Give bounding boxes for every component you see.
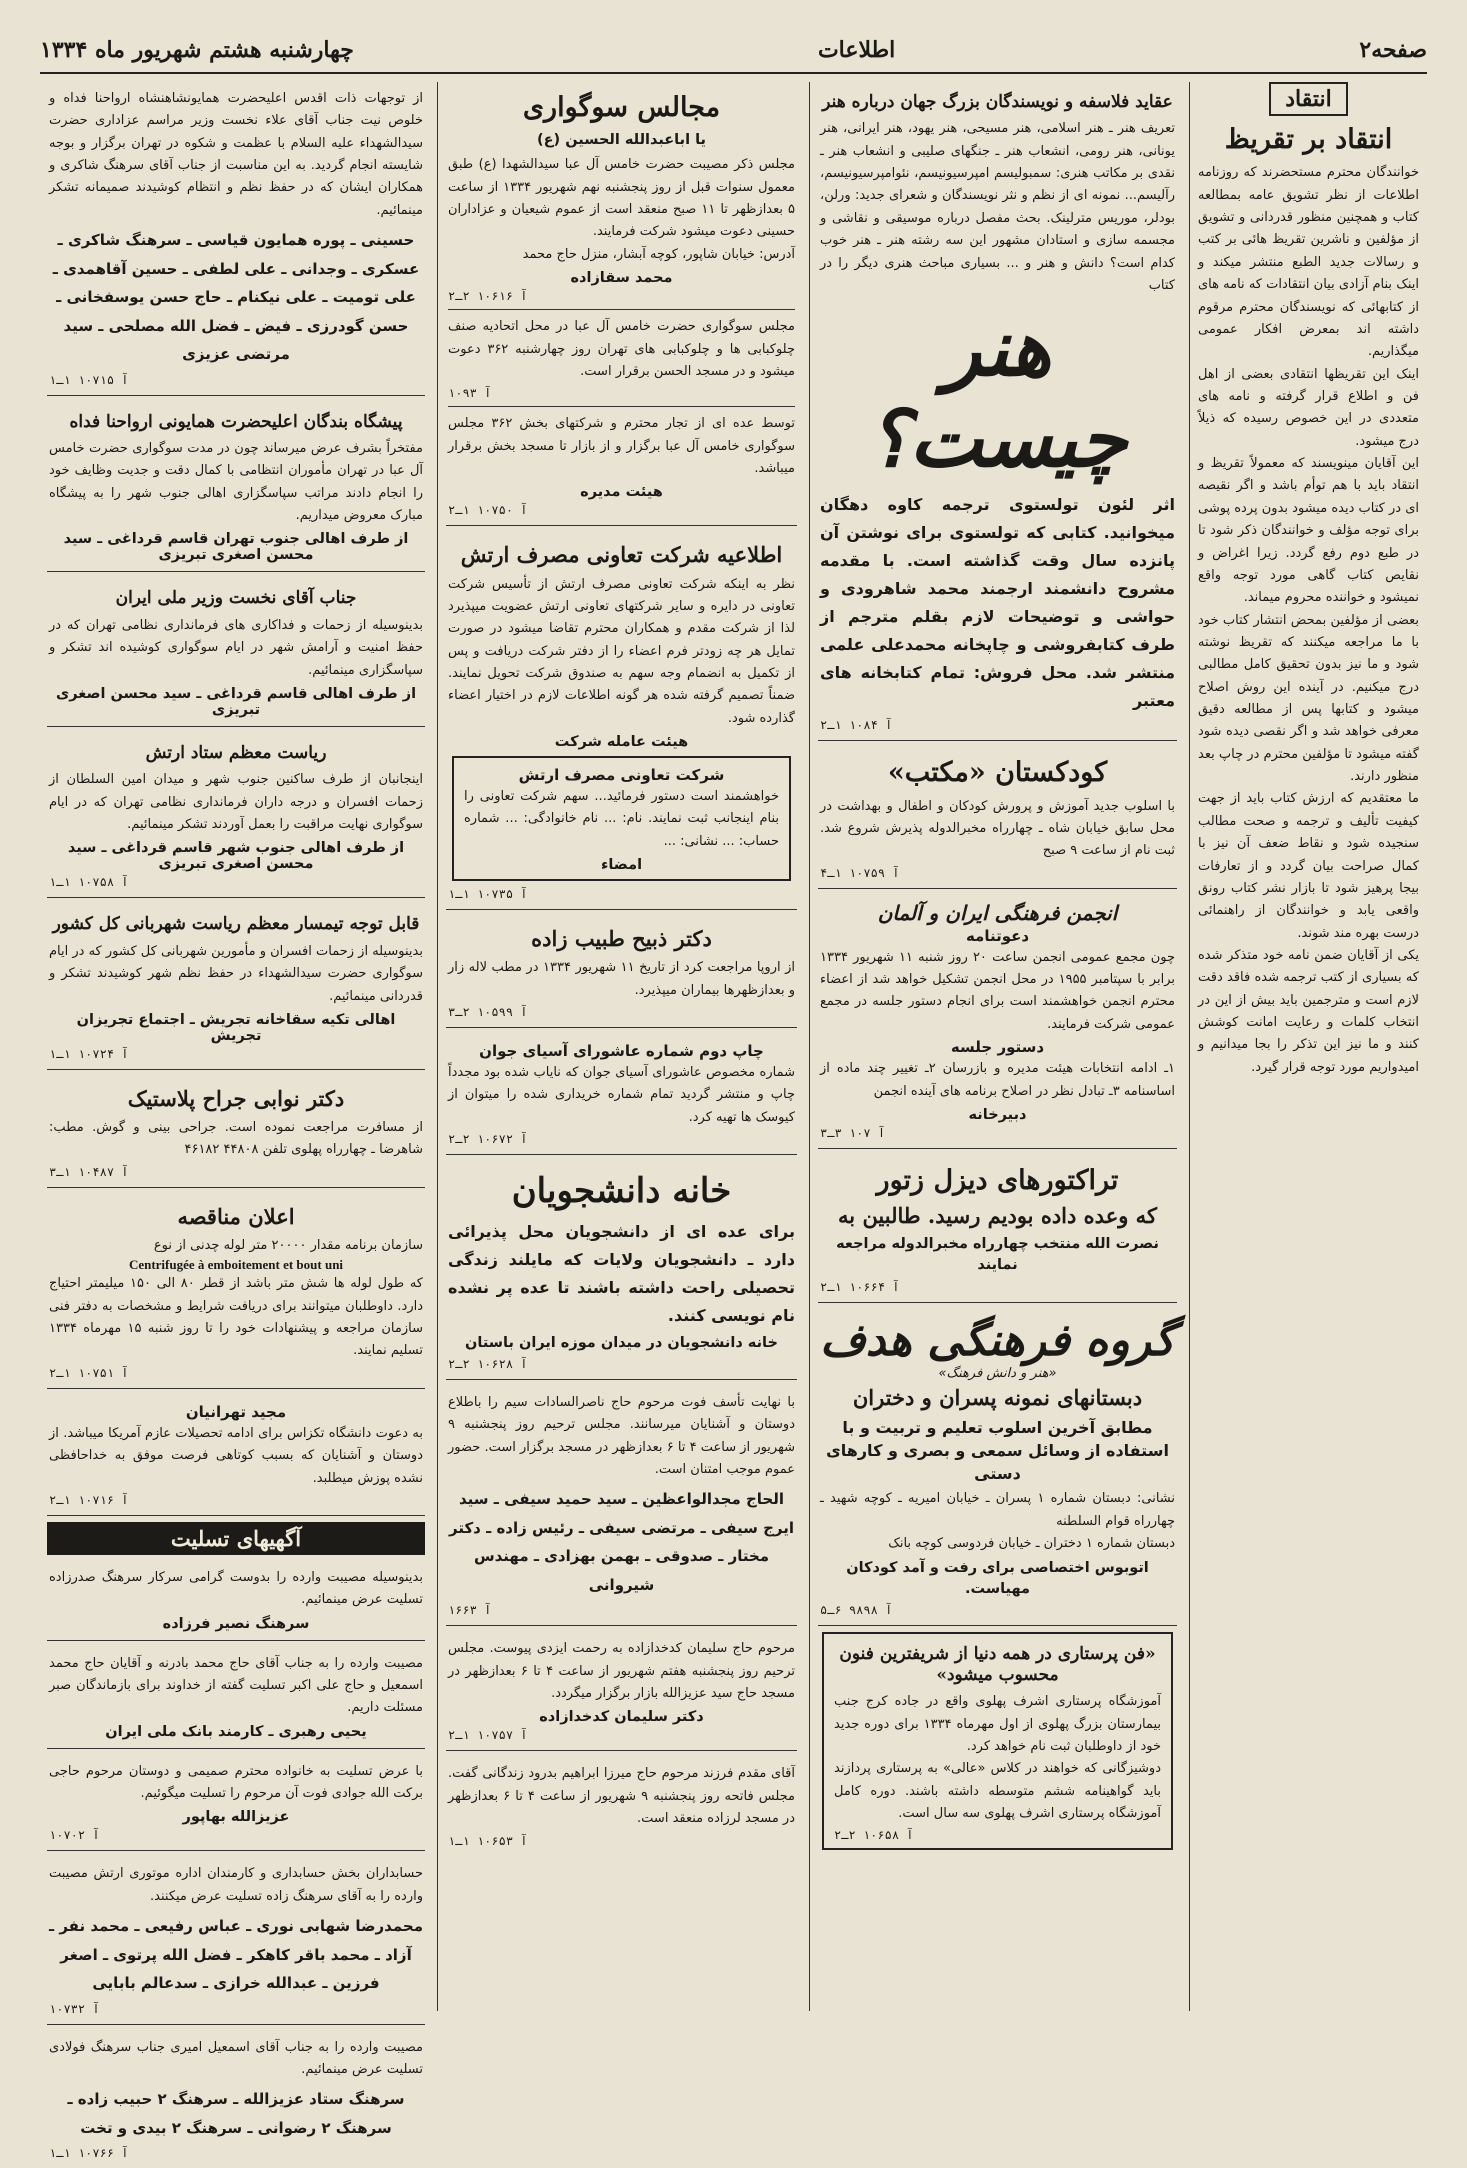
- book-ad: [818, 82, 1177, 741]
- obituary-2: [446, 1632, 797, 1751]
- form-signature: امضاء: [600, 857, 643, 874]
- army-body: اینجانبان از طرف ساکنین جنوب شهر و میدان امین السلطان از زحمات افسران و درجه داران فرمانداری نظامی تهران که در ایام سوگواری نهایت مراقبت را بعمل آوردند تشکر مینمائیم.: [49, 772, 423, 833]
- mourning-body: مجلس ذکر مصیبت حضرت خامس آل عبا سیدالشهدا (ع) طبق معمول سنوات قبل از روز پنجشنبه نهم شهریور ۱۳۳۴ از ساعت ۵ بعدازظهر تا ۱۱ صبح منعقد است از عموم شیعیان و عزاداران حسینی دعوت میشود شرکت فرمایند.: [448, 157, 796, 240]
- obituary-names: الحاج مجدالواعظین ـ سید حمید سیفی ـ سید ایرج سیفی ـ مرتضی سیفی ـ رئیس زاده ـ دکتر مختار ـ صدوقی ـ بهمن بهزادی ـ مهندس شیروانی: [449, 1490, 794, 1594]
- obituary-body: آقای مقدم فرزند مرحوم حاج میرزا ابراهیم بدرود زندگانی گفت. مجلس فاتحه روز پنجشنبه ۹ شهریور از ساعت ۴ تا ۶ بعدازظهر در مسجد لرزاده منعقد است.: [448, 1766, 796, 1827]
- condolence-body: با عرض تسلیت به خانواده محترم صمیمی و دوستان مرحوم حاجی برکت الله جوادی فوت آن مرحوم را تسلیت میگوئیم.: [49, 1763, 423, 1802]
- book-ad-topics: تعریف هنر ـ هنر اسلامی، هنر مسیحی، هنر یهود، هنر ایرانی، هنر یونانی، هنر رومی، انشعاب هنر ـ جنگهای صلیبی و انشعاب هنر ـ نقدی بر مکاتب هنری: سمبولیسم امپرسیونیسم، نئوامپرسیونیسم، رآلیسم... نمونه ای از نظم و نثر نویسندگان و شعرای جدید: ورلن، بودلر، موریس مترلینک. بحث مفصل درباره موسیقی و نقاشی و مجسمه سازی و استادان مشهور این سه رشته هنر ـ هنر خوب کدام است؟ دانش و هنر و ... بسیاری مباحث هنری دیگر را در کتاب: [820, 121, 1175, 293]
- ad-reference: آ ۱۰۹۳: [448, 386, 492, 401]
- nursing-body-2: دوشیزگانی که خواهند در کلاس «عالی» به پرستاری پردازند باید گواهینامه ششم متوسطه داشته باشند. دوره کامل آموزشگاه پرستاری اشرف پهلوی سه سال است.: [834, 1761, 1161, 1821]
- article-paragraph: ما معتقدیم که ارزش کتاب باید از جهت کیفیت تألیف و ترجمه و صحت مطالب سنجیده شود و نقاط ضعف آن نیز با کمال صراحت بیان گردد و از تعارفات بیجا پرهیز شود تا بازار نشر کتاب رونق واقعی یابد و خوانندگان از راهنمائی درست بهره مند شوند.: [1198, 791, 1419, 941]
- ad-reference: آ ۱۰۶۷۲ ۲ـ۲: [448, 1132, 528, 1147]
- school-group-ad: [818, 1309, 1177, 1627]
- issue-date: چهارشنبه هشتم شهریور ماه ۱۳۳۴: [40, 37, 354, 63]
- form-body: خواهشمند است دستور فرمائید... سهم شرکت تعاونی را بنام اینجانب ثبت نمایند. نام: ... نام خانوادگی: ... شماره حساب: ... نشانی: ...: [464, 789, 779, 849]
- ad-reference: آ ۱۰۷۱۵ ۱ـ۱: [49, 372, 129, 387]
- ad-reference: آ ۱۰۵۹۹ ۲ـ۳: [448, 1005, 528, 1020]
- ad-reference: آ ۱۶۶۳: [448, 1603, 492, 1618]
- condolence-signature: سرهنگ نصیر فرزاده: [162, 1615, 310, 1632]
- ad-reference: آ ۱۰۷۵۸ ۱ـ۱: [49, 875, 129, 890]
- ad-reference: آ ۹۸۹۸ ۶ـ۵: [820, 1603, 893, 1618]
- obituary-body: با نهایت تأسف فوت مرحوم حاج ناصرالسادات سیم را باطلاع دوستان و آشنایان میرسانند. مجلس ترحیم روز پنجشنبه ۹ شهریور از ساعت ۴ تا ۶ بعدازظهر در مسجد برگزار است. حضور عموم موجب امتنان است.: [448, 1394, 795, 1478]
- magazine-ad: [446, 1034, 797, 1155]
- article-title: انتقاد بر تقریظ: [1224, 124, 1393, 155]
- cooperative-form: [452, 756, 791, 881]
- association-notice: [818, 895, 1177, 1149]
- association-subtitle: دعوتنامه: [965, 926, 1030, 945]
- column-critique: [1189, 82, 1427, 2011]
- ad-reference: آ ۱۰۶۵۳ ۱ـ۱: [448, 1833, 528, 1848]
- ad-reference: آ ۱۰۶۱۶ ۲ـ۲: [448, 289, 528, 304]
- nursing-school-ad: [822, 1632, 1173, 1850]
- kindergarten-ad: [818, 747, 1177, 888]
- farewell-body: به دعوت دانشگاه تکزاس برای ادامه تحصیلات عازم آمریکا میباشد. از دوستان و آشنایان که بسبب کوتاهی فرصت موفق به خداحافظی نشده پوزش میطلبد.: [49, 1425, 423, 1486]
- form-title: شرکت تعاونی مصرف ارتش: [518, 766, 725, 785]
- farewell-title: مجید تهرانیان: [185, 1402, 287, 1421]
- column-ads-3: [437, 82, 805, 2011]
- condolence-names: سرهنگ ستاد عزیزالله ـ سرهنگ ۲ حبیب زاده ـ سرهنگ ۲ رضوانی ـ سرهنگ ۲ بیدی و تخت: [67, 2090, 405, 2137]
- student-house-body: برای عده ای از دانشجویان محل پذیرائی دارد ـ دانشجویان ولایات که مایلند زندگی تحصیلی راحت داشته باشند تا عده پر نشده نام نویسی کنند.: [448, 1221, 795, 1325]
- ad-reference: آ ۱۰۷۲۴ ۱ـ۱: [49, 1046, 129, 1061]
- ad-reference: آ ۱۰۷ ۳ـ۳: [820, 1125, 886, 1140]
- school-address-2: دبستان شماره ۱ دختران ـ خیابان فردوسی کوچه بانک: [888, 1535, 1175, 1551]
- magazine-title: چاپ دوم شماره عاشورای آسیای جوان: [479, 1042, 764, 1061]
- book-title-art: هنر چیست؟: [867, 303, 1128, 486]
- ad-reference: آ ۱۰۷۵۱ ۱ـ۲: [49, 1365, 129, 1380]
- royal-signature: از طرف اهالی جنوب تهران قاسم قرداغی ـ سید محسن اصغری تبریزی: [63, 531, 409, 564]
- surgeon-ad: [47, 1076, 425, 1188]
- police-signature: اهالی تکیه سقاخانه تجریش ـ اجتماع تجریزان تجریش: [76, 1011, 396, 1044]
- surgeon-body: از مسافرت مراجعت نموده است. جراحی بینی و گوش. مطب: شاهرضا ـ چهارراه پهلوی تلفن ۴۴۸۰۸ ۴۶۱۸۲: [49, 1120, 423, 1158]
- ad-reference: آ ۱۰۴۸۷ ۱ـ۳: [49, 1164, 129, 1179]
- association-body: چون مجمع عمومی انجمن ساعت ۲۰ روز شنبه ۱۱ شهریور ۱۳۳۴ برابر با سپتامبر ۱۹۵۵ در محل انجمن تشکیل خواهد شد از اعضاء محترم انجمن خواهشمند است برای انجام دستور جلسه در مجمع عمومی شرکت فرمایند.: [820, 949, 1175, 1032]
- agenda-title: دستور جلسه: [950, 1038, 1045, 1057]
- column-ads-2: [809, 82, 1185, 2011]
- condolence-body: حسابداران بخش حسابداری و کارمندان اداره موتوری ارتش مصیبت وارده را به آقای سرهنگ زاده تسلیت عرض میکنند.: [49, 1866, 423, 1904]
- article-paragraph: اینک این تقریظها انتقادی بعضی از اهل فن و اطلاع قرار گرفته و نامه های متعددی در این خصوص رسیده که ذیلاً درج میشود.: [1198, 366, 1419, 449]
- section-label: انتقاد: [1269, 82, 1348, 116]
- army-title: ریاست معظم ستاد ارتش: [145, 742, 327, 763]
- army-signature: از طرف اهالی جنوب شهر قاسم قرداغی ـ سید محسن اصغری تبریزی: [67, 840, 405, 873]
- mourning-signature-3: هیئت مدیره: [580, 484, 663, 501]
- mourning-notice: [446, 82, 797, 526]
- ad-reference: آ ۱۰۷۵۹ ۱ـ۴: [820, 865, 900, 880]
- tractor-subtitle: که وعده داده بودیم رسید. طالبین به: [838, 1203, 1157, 1229]
- condolence-names: محمدرضا شهابی نوری ـ عباس رفیعی ـ محمد نفر ـ آزاد ـ محمد باقر کاهکر ـ فضل الله پرتوی ـ اصغر فرزین ـ عبدالله خرازی ـ سدعالم بابایی: [49, 1917, 423, 1993]
- tender-notice: [47, 1194, 425, 1389]
- nursing-body: آموزشگاه پرستاری اشرف پهلوی واقع در جاده کرج جنب بیمارستان بزرگ پهلوی از اول مهرماه ۱۳۳۴ برای دوره جدید خود از داوطلبان ثبت نام خواهد کرد.: [834, 1694, 1161, 1754]
- school-group-motto: «هنر و دانش فرهنگ»: [938, 1365, 1057, 1381]
- condolence-body: مصیبت وارده را به جناب آقای حاج محمد بادرنه و آقایان حاج محمد اسمعیل و حاج علی اکبر تسلیت گفته از خداوند برای بازماندگان صبر مسئلت داریم.: [49, 1655, 423, 1716]
- article-paragraph: این آقایان مینویسند که معمولاً تقریظ و انتقاد باید با هم توأم باشد و اگر نقیصه ای در کتاب دیده میشود بدون پرده پوشی برای توجه مؤلف و خوانندگان ذکر شود تا در طبع دوم رفع گردد. زیرا اغراض و نقایص کتاب گاهی مورد توجه واقع نمیشود و خواننده محروم میماند.: [1198, 456, 1419, 606]
- obituary-1: [446, 1386, 797, 1626]
- tractor-body: نصرت الله منتخب چهارراه مخبرالدوله مراجعه نمایند: [836, 1236, 1159, 1274]
- student-house-title: خانه دانشجویان: [511, 1171, 732, 1212]
- article-paragraph: خوانندگان محترم مستحضرند که روزنامه اطلاعات از نظر تشویق عامه بمطالعه کتاب و همچنین منظور قدردانی و تشویق از مؤلفین و ناشرین تقریظ هائی بر کتب و رسالات جدید الطبع منتشر میکند و اینک بنام آزادی بیان انتقادات که نامه های از کتابهائی که نویسندگان محترم مرقوم داشته اند بمعرض افکار عمومی میگذاریم.: [1198, 165, 1419, 360]
- school-group-heading: دبستانهای نمونه پسران و دختران: [852, 1384, 1143, 1410]
- school-address-1: نشانی: دبستان شماره ۱ پسران ـ خیابان امیریه ـ کوچه شهید ـ چهارراه قوام السلطنه: [820, 1491, 1175, 1529]
- ad-reference: آ ۱۰۷۵۷ ۱ـ۲: [448, 1728, 528, 1743]
- doctor-body: از اروپا مراجعت کرد از تاریخ ۱۱ شهریور ۱۳۳۴ در مطب لاله زار و بعدازظهرها بیماران میپذیرد.: [448, 960, 795, 998]
- condolence-2: [47, 1647, 425, 1749]
- doctor-title: دکتر ذبیح طبیب زاده: [531, 926, 712, 952]
- page-number: صفحه۲: [1359, 37, 1427, 63]
- condolence-1: [47, 1561, 425, 1641]
- farewell-notice: [47, 1395, 425, 1516]
- tender-title: اعلان مناقصه: [177, 1203, 295, 1229]
- ad-reference: آ ۱۰۷۱۶ ۱ـ۲: [49, 1492, 129, 1507]
- book-ad-title: عقاید فلاسفه و نویسندگان بزرگ جهان درباره هنر: [822, 92, 1173, 112]
- tender-body-2: که طول لوله ها شش متر باشد از قطر ۸۰ الی ۱۵۰ میلیمتر احتیاج دارد. داوطلبان میتوانند برای دریافت شرایط و مشخصات به دفتر فنی سازمان مراجعه و پیشنهادات خود را تا روز شنبه ۱۵ مهرماه ۱۳۳۴ تسلیم نمایند.: [49, 1276, 423, 1359]
- pm-signature: از طرف اهالی قاسم قرداغی ـ سید محسن اصغری تبریزی: [55, 685, 417, 718]
- magazine-body: شماره مخصوص عاشورای آسیای جوان که نایاب شده بود مجدداً چاپ و منتشر گردید تمام شماره خریداری شده را میتوان از کیوسک ها تهیه کرد.: [448, 1065, 795, 1125]
- police-title: قابل توجه تیمسار معظم ریاست شهربانی کل کشور: [52, 914, 420, 935]
- obituary-3: [446, 1757, 797, 1855]
- mourning-body-3: توسط عده ای از تجار محترم و شرکتهای بخش ۳۶۲ مجلس سوگواری خامس آل عبا برگزار و از بازار تا مسجد بخش برقرار میباشد.: [448, 416, 795, 476]
- school-group-title: گروه فرهنگی هدف: [820, 1314, 1175, 1366]
- tractor-ad: [818, 1155, 1177, 1303]
- royal-body: مفتخراً بشرف عرض میرساند چون در مدت سوگواری حضرت خامس آل عبا در تهران مأموران انتظامی با کمال دقت و جدیت وظایف خود را انجام دادند مراتب سپاسگزاری اهالی جنوب شهر را به پیشگاه مبارک معروض میداریم.: [49, 441, 423, 524]
- ad-reference: آ ۱۰۷۵۰ ۱ـ۲: [448, 503, 528, 518]
- mourning-title: مجالس سوگواری: [522, 92, 721, 123]
- ad-reference: آ ۱۰۶۶۴ ۱ـ۲: [820, 1279, 900, 1294]
- ad-reference: آ ۱۰۷۳۵ ۱ـ۱: [448, 887, 528, 902]
- kindergarten-title: کودکستان «مکتب»: [887, 757, 1108, 789]
- ad-reference: آ ۱۰۷۳۲: [49, 2001, 100, 2016]
- gratitude-notice: [47, 82, 425, 396]
- ad-reference: آ ۱۰۶۵۸ ۲ـ۲: [834, 1828, 914, 1843]
- gratitude-body: از توجهات ذات اقدس اعلیحضرت همایونشاهنشاه ارواحنا فداه و خلوص نیت جناب آقای علاء نخست وزیر مراسم عزاداری حضرت سیدالشهداء علیه السلام با عظمت و شکوه در تهران برگزار و بوجه شایسته انجام گردید. به این مناسبت از جناب آقای سرهنگ شاکری و همکاران ایشان که در حفظ نظم و انتظام کوشیدند صمیمانه تشکر مینمائیم.: [49, 91, 423, 218]
- cooperative-title: اطلاعیه شرکت تعاونی مصرف ارتش: [460, 542, 783, 568]
- doctor-ad: [446, 916, 797, 1028]
- condolence-body: بدینوسیله مصیبت وارده را بدوست گرامی سرکار سرهنگ صدرزاده تسلیت عرض مینمائیم.: [49, 1569, 423, 1608]
- mourning-body-2: مجلس سوگواری حضرت خامس آل عبا در محل اتحادیه صنف چلوکبابی ها و چلوکبابی های تهران روز چهارشنبه ۳۶۲ دعوت میشود و در مسجد الحسن برقرار است.: [448, 319, 795, 379]
- condolence-5: [47, 2031, 425, 2168]
- student-house-address: خانه دانشجویان در میدان موزه ایران باستان: [465, 1334, 778, 1351]
- police-thanks: [47, 904, 425, 1069]
- cooperative-signature: هیئت عامله شرکت: [554, 734, 689, 751]
- tender-body: سازمان برنامه مقدار ۲۰۰۰۰ متر لوله چدنی از نوع: [153, 1237, 423, 1253]
- condolence-4: [47, 1857, 425, 2024]
- kindergarten-body: با اسلوب جدید آموزش و پرورش کودکان و اطفال و بهداشت در محل سابق خیابان شاه ـ چهارراه مخبرالدوله پذیرش شروع شد. ثبت نام از ساعت ۹ صبح: [820, 798, 1175, 859]
- surgeon-title: دکتر نوابی جراح پلاستیک: [127, 1085, 345, 1111]
- article-paragraph: یکی از آقایان ضمن نامه خود متذکر شده که بسیاری از کتب ترجمه شده فاقد دقت لازم است و مترجمین باید بیش از این در انتخاب کلمات و رعایت امانت کوشش کنند و ما نیز این تذکر را بجا میدانیم و امیدواریم مورد توجه قرار گیرد.: [1198, 947, 1419, 1075]
- association-signature: دبیرخانه: [968, 1106, 1027, 1123]
- condolence-signature: یحیی رهبری ـ کارمند بانک ملی ایران: [105, 1723, 367, 1740]
- paper-name: اطلاعات: [817, 37, 896, 63]
- royal-title: پیشگاه بندگان اعلیحضرت همایونی ارواحنا فداه: [69, 411, 403, 432]
- nursing-title: «فن پرستاری در همه دنیا از شریفترین فنون محسوب میشود»: [839, 1644, 1156, 1685]
- school-group-text: مطابق آخرین اسلوب تعلیم و تربیت و با استفاده از وسائل سمعی و بصری و کارهای دستی: [826, 1417, 1169, 1484]
- obituary-body: مرحوم حاج سلیمان کدخدازاده به رحمت ایزدی پیوست. مجلس ترحیم روز پنجشنبه هفتم شهریور از ساعت ۴ تا ۶ بعدازظهر در مسجد حاج سید عزیزالله بازار برگزار میگردد.: [448, 1641, 796, 1702]
- association-title: انجمن فرهنگی ایران و آلمان: [877, 900, 1118, 925]
- ad-reference: آ ۱۰۷۶۶ ۱ـ۱: [49, 2146, 129, 2161]
- pm-address: [47, 578, 425, 726]
- agenda-items: ۱ـ ادامه انتخابات هیئت مدیره و بازرسان ۲ـ تغییر چند ماده از اساسنامه ۳ـ تبادل نظر در اصلاح برنامه های آینده انجمن: [820, 1061, 1175, 1099]
- obituary-signature: دکتر سلیمان کدخدازاده: [539, 1709, 704, 1726]
- condolence-3: [47, 1755, 425, 1852]
- school-bus: اتوبوس اختصاصی برای رفت و آمد کودکان مهیاست.: [846, 1560, 1149, 1598]
- cooperative-notice: [446, 532, 797, 910]
- ad-reference: آ ۱۰۸۴ ۱ـ۲: [820, 718, 893, 733]
- tender-latin: Centrifugée à emboitement et bout uni: [128, 1257, 344, 1273]
- mourning-signature: محمد سقازاده: [570, 270, 673, 287]
- condolences-title: آگهیهای تسلیت: [47, 1522, 425, 1555]
- gratitude-names: حسینی ـ پوره همایون قیاسی ـ سرهنگ شاکری ـ عسکری ـ وجدانی ـ علی لطفی ـ حسین آقاهمدی ـ علی تومیت ـ علی نیکنام ـ حاج حسن یوسفخانی ـ حسن گودرزی ـ فیض ـ فضل الله مصلحی ـ سید مرتضی عزیزی: [52, 231, 420, 364]
- condolence-body: مصیبت وارده را به جناب آقای اسمعیل امیری جناب سرهنگ فولادی تسلیت عرض مینمائیم.: [49, 2039, 423, 2077]
- army-address: [47, 733, 425, 898]
- pm-body: بدینوسیله از زحمات و فداکاری های فرمانداری نظامی تهران که در حفظ امنیت و آرامش شهر در ایام سوگواری کوشیده اند تشکر و سپاسگزاری مینمائیم.: [49, 617, 423, 678]
- column-ads-4: [39, 82, 433, 2161]
- student-house-ad: [446, 1161, 797, 1380]
- tractor-title: تراکتورهای دیزل زتور: [876, 1164, 1119, 1196]
- royal-address: [47, 402, 425, 573]
- book-ad-body: اثر لئون تولستوی ترجمه کاوه دهگان میخوانید. کتابی که تولستوی برای نوشتن آن پانزده سال وقت گذاشته است. با مقدمه مشروح دانشمند ارجمند محمد شاهرودی و حواشی و توضیحات لازم بقلم مترجم از طرف کتابفروشی و چاپخانه محمدعلی علمی منتشر شد. محل فروش: تمام کتابخانه های معتبر: [820, 495, 1175, 711]
- mourning-address: آدرس: خیابان شاپور، کوچه آبشار، منزل حاج محمد: [522, 246, 795, 262]
- condolence-signature: عزیزالله بهاپور: [182, 1809, 290, 1826]
- masthead: [40, 28, 1427, 74]
- cooperative-body: نظر به اینکه شرکت تعاونی مصرف ارتش از تأسیس شرکت تعاونی در دایره و سایر شرکتهای تعاونی ارتش عضویت میپذیرد لذا از شرکت مقدم و همکاران محترم تقاضا میشود در صورت تمایل هر چه زودتر فرم اعضاء را از دفتر شرکت دریافت و پس از تکمیل به انضمام وجه سهم به صندوق شرکت تحویل نمایند. ضمناً تصمیم گرفته شده هر گونه اطلاعات لازم در اختیار اعضاء گذارده شود.: [448, 576, 795, 726]
- police-body: بدینوسیله از زحمات افسران و مأمورین شهربانی کل کشور که در ایام سوگواری حضرت سیدالشهداء در حفظ نظم شهر کوشیدند تشکر و قدردانی مینمائیم.: [49, 943, 423, 1004]
- mourning-subtitle: یا اباعبدالله الحسین (ع): [537, 132, 706, 149]
- ad-reference: آ ۱۰۷۰۲: [49, 1828, 100, 1843]
- ad-reference: آ ۱۰۶۲۸ ۲ـ۲: [448, 1356, 528, 1371]
- article-paragraph: بعضی از مؤلفین بمحض انتشار کتاب خود با ما مراجعه میکنند که تقریظ نوشته شود و ما نیز بدون تحقیق کامل مطالبی درج میکنیم. در آینده این روش اصلاح میشود و کتابها پس از مطالعه دقیق معرفی خواهد شد و اگر نقصی دیده شود گفته میشود تا مؤلفین محترم در چاپ بعد منظور دارند.: [1198, 612, 1419, 785]
- pm-title: جناب آقای نخست وزیر ملی ایران: [115, 588, 357, 609]
